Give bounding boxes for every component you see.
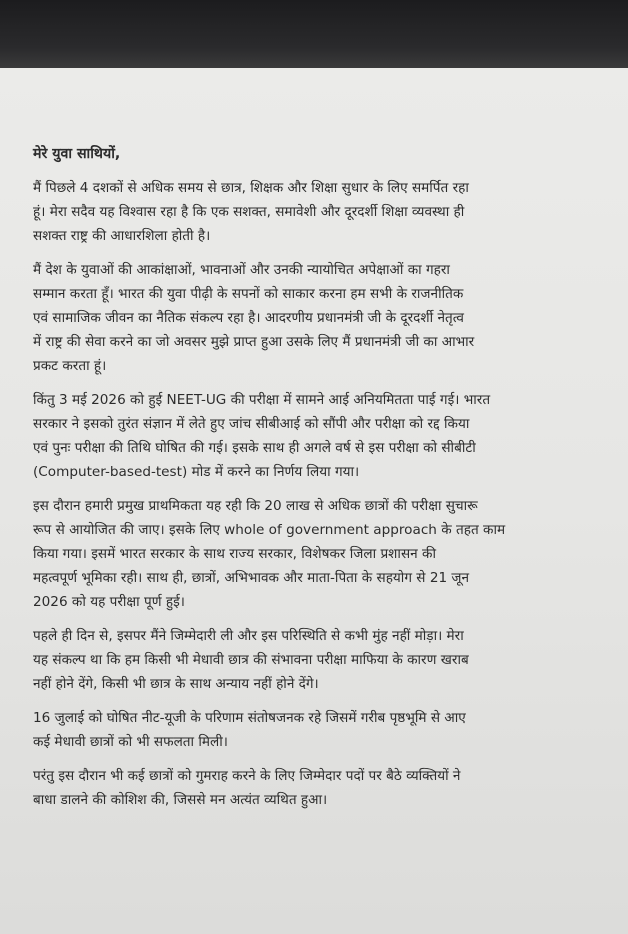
paragraph-line: एवं सामाजिक जीवन का नैतिक संकल्प रहा है। आदरणीय प्रधानमंत्री जी के दूरदर्शी नेतृत्व <box>33 310 464 326</box>
paragraph-line: हूं। मेरा सदैव यह विश्वास रहा है कि एक सशक्त, समावेशी और दूरदर्शी शिक्षा व्यवस्था ही <box>33 204 465 220</box>
paragraph-line: किया गया। इसमें भारत सरकार के साथ राज्य सरकार, विशेषकर जिला प्रशासन की <box>33 546 436 562</box>
paragraph-commitment <box>33 176 620 248</box>
paragraph-line: सशक्त राष्ट्र की आधारशिला होती है। <box>33 228 211 244</box>
paragraph-line: 2026 को यह परीक्षा पूर्ण हुई। <box>33 594 185 610</box>
dark-background-band <box>0 0 628 68</box>
paragraph-line: 16 जुलाई को घोषित नीट-यूजी के परिणाम संतोषजनक रहे जिसमें गरीब पृष्ठभूमि से आए <box>33 710 466 726</box>
paragraph-line: प्रकट करता हूं। <box>33 358 107 374</box>
paragraph-line: एवं पुनः परीक्षा की तिथि घोषित की गई। इसके साथ ही अगले वर्ष से इस परीक्षा को सीबीटी <box>33 440 476 456</box>
paragraph-neet-irregularity <box>33 388 620 484</box>
paragraph-line: में राष्ट्र की सेवा करने का जो अवसर मुझे प्राप्त हुआ उसके लिए मैं प्रधानमंत्री जी का आभार <box>33 334 475 350</box>
paragraph-line: नहीं होने देंगे, किसी भी छात्र के साथ अन्याय नहीं होने देंगे। <box>33 676 319 692</box>
paragraph-exam-conduct <box>33 494 620 614</box>
paragraph-line: बाधा डालने की कोशिश की, जिससे मन अत्यंत व्यथित हुआ। <box>33 792 328 808</box>
paragraph-line: रूप से आयोजित की जाए। इसके लिए whole of government approach के तहत काम <box>33 522 506 538</box>
paragraph-youth-aspirations <box>33 258 620 378</box>
letter-page <box>0 68 628 934</box>
paragraph-line: मैं देश के युवाओं की आकांक्षाओं, भावनाओं और उनकी न्यायोचित अपेक्षाओं का गहरा <box>33 262 450 278</box>
paragraph-line: परंतु इस दौरान भी कई छात्रों को गुमराह करने के लिए जिम्मेदार पदों पर बैठे व्यक्तियों ने <box>33 768 461 784</box>
paragraph-line: सरकार ने इसको तुरंत संज्ञान में लेते हुए जांच सीबीआई को सौंपी और परीक्षा को रद्द किया <box>33 416 470 432</box>
paragraph-results <box>33 706 620 754</box>
paragraph-line: (Computer-based-test) मोड में करने का निर्णय लिया गया। <box>33 464 360 480</box>
paragraph-line: इस दौरान हमारी प्रमुख प्राथमिकता यह रही कि 20 लाख से अधिक छात्रों की परीक्षा सुचारू <box>33 498 478 514</box>
paragraph-responsibility <box>33 624 620 696</box>
paragraph-line: कई मेधावी छात्रों को भी सफलता मिली। <box>33 734 228 750</box>
paragraph-line: यह संकल्प था कि हम किसी भी मेधावी छात्र की संभावना परीक्षा माफिया के कारण खराब <box>33 652 469 668</box>
paragraph-line: किंतु 3 मई 2026 को हुई NEET-UG की परीक्षा में सामने आई अनियमितता पाई गई। भारत <box>33 392 491 408</box>
paragraph-obstruction <box>33 764 620 812</box>
paragraph-line: पहले ही दिन से, इसपर मैंने जिम्मेदारी ली और इस परिस्थिति से कभी मुंह नहीं मोड़ा। मेरा <box>33 628 464 644</box>
paragraph-line: सम्मान करता हूँ। भारत की युवा पीढ़ी के सपनों को साकार करना हम सभी के राजनीतिक <box>33 286 464 302</box>
letter-greeting: मेरे युवा साथियों, <box>33 146 121 162</box>
paragraph-line: महत्वपूर्ण भूमिका रही। साथ ही, छात्रों, अभिभावक और माता-पिता के सहयोग से 21 जून <box>33 570 470 586</box>
paragraph-line: मैं पिछले 4 दशकों से अधिक समय से छात्र, शिक्षक और शिक्षा सुधार के लिए समर्पित रहा <box>33 180 469 196</box>
